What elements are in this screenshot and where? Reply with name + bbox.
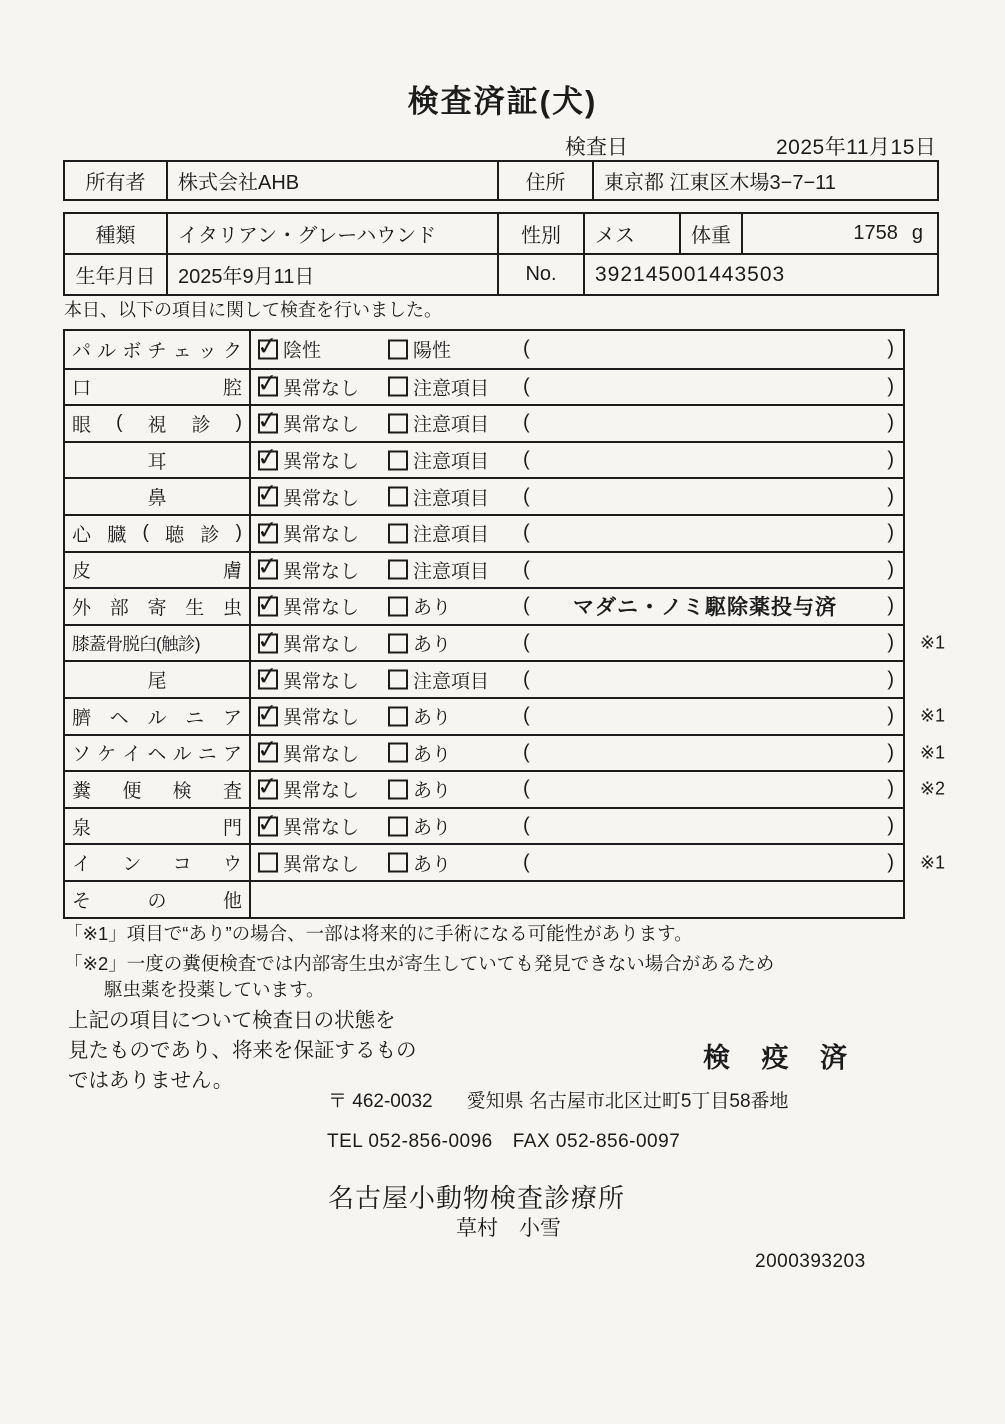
checkbox-empty-icon xyxy=(388,377,408,397)
examiner-name: 草村 小雪 xyxy=(456,1217,561,1240)
animal-row-2 xyxy=(65,253,937,294)
option-label: 異常なし xyxy=(283,634,360,656)
label-char: 虫 xyxy=(222,597,242,619)
label-char: ニ xyxy=(185,707,205,729)
label-char: 膚 xyxy=(222,561,242,583)
exam-date-value: 2025年11月15日 xyxy=(776,136,937,159)
page-title: 検査済証(犬) xyxy=(407,84,598,119)
clinic-fax: FAX 052-856-0097 xyxy=(512,1131,681,1152)
paren-close: ) xyxy=(887,521,894,544)
paren-open: ( xyxy=(523,814,530,837)
checklist-row-label xyxy=(65,699,251,734)
checklist-row-content xyxy=(251,331,903,368)
option-label: 注意項目 xyxy=(413,524,490,546)
checklist-row-content xyxy=(251,845,945,880)
label-char: ケ xyxy=(97,744,117,766)
checklist-row-content xyxy=(251,626,945,661)
option-label: 異常なし xyxy=(283,817,360,839)
option-label: あり xyxy=(413,597,452,619)
checklist-row-content xyxy=(251,809,903,844)
clinic-postal: 〒 462-0032 xyxy=(328,1091,433,1112)
checklist-row-content xyxy=(251,736,945,771)
label-char: ア xyxy=(222,707,242,729)
owner-row xyxy=(65,162,937,199)
note-1: 「※1」項目で“あり”の場合、一部は将来的に手術になる可能性があります。 xyxy=(64,923,693,944)
paren-close: ) xyxy=(887,485,894,508)
serial-number: 2000393203 xyxy=(755,1251,866,1272)
label-char: 口 xyxy=(72,378,92,400)
checklist-row-label xyxy=(65,809,251,844)
checkbox-empty-icon xyxy=(388,779,408,799)
checklist-row xyxy=(65,477,903,514)
checkbox-checked-icon xyxy=(258,743,278,763)
option-label: あり xyxy=(413,744,452,766)
no-label: No. xyxy=(497,255,583,294)
paren-open: ( xyxy=(523,668,530,691)
label-char: 糞 xyxy=(72,780,92,802)
option-label: 陰性 xyxy=(283,340,322,362)
clinic-address-line xyxy=(328,1086,789,1113)
clinic-name: 名古屋小動物検査診療所 xyxy=(328,1183,626,1213)
option-opt2 xyxy=(388,703,451,730)
paren-open: ( xyxy=(523,704,530,727)
option-label: 異常なし xyxy=(283,671,360,693)
paren-close: ) xyxy=(887,741,894,764)
checkbox-checked-icon xyxy=(258,633,278,653)
checklist-row-content xyxy=(251,479,903,514)
option-label: 異常なし xyxy=(283,414,360,436)
checkbox-checked-icon xyxy=(258,523,278,543)
label-char: ル xyxy=(172,744,192,766)
option-opt2 xyxy=(388,336,451,363)
label-char: 外 xyxy=(72,597,92,619)
checklist-row-content xyxy=(251,553,903,588)
owner-table xyxy=(63,160,939,201)
label-char: 眼 xyxy=(72,414,92,436)
option-label: 異常なし xyxy=(283,451,360,473)
option-opt2 xyxy=(388,556,489,583)
label-char: チ xyxy=(147,340,167,362)
weight-cell xyxy=(741,214,937,253)
checkbox-empty-icon xyxy=(388,816,408,836)
label-char: 皮 xyxy=(72,561,92,583)
option-opt2 xyxy=(388,630,451,657)
option-opt1 xyxy=(258,630,359,657)
owner-value: 株式会社AHB xyxy=(166,162,497,199)
option-opt1 xyxy=(258,776,359,803)
option-opt1 xyxy=(258,813,359,840)
animal-row-1 xyxy=(65,214,937,253)
label-char: ソ xyxy=(72,744,92,766)
weight-label: 体重 xyxy=(679,214,741,253)
label-char: ボ xyxy=(122,340,142,362)
label-char: 便 xyxy=(122,780,142,802)
sex-value: メス xyxy=(583,214,679,253)
checklist-table xyxy=(63,329,945,919)
checklist-row xyxy=(65,734,945,771)
checklist-row xyxy=(65,331,903,368)
disclaimer-line-1: 上記の項目について検査日の状態を xyxy=(68,1009,396,1032)
option-opt2 xyxy=(388,776,451,803)
checklist-row-content xyxy=(251,516,903,551)
option-opt1 xyxy=(258,373,359,400)
label-char: ッ xyxy=(197,340,217,362)
option-opt1 xyxy=(258,703,359,730)
label-char: 生 xyxy=(185,597,205,619)
footnote-mark: ※2 xyxy=(919,778,945,799)
footnote-mark: ※1 xyxy=(919,742,945,763)
checklist-row xyxy=(65,880,903,917)
option-label: 注意項目 xyxy=(413,671,490,693)
checklist-row xyxy=(65,551,903,588)
paren-close: ) xyxy=(887,851,894,874)
paren-open: ( xyxy=(523,411,530,434)
label-char: 腔 xyxy=(222,378,242,400)
no-value: 392145001443503 xyxy=(583,255,937,294)
option-opt2 xyxy=(388,410,489,437)
option-opt2 xyxy=(388,447,489,474)
paren-open: ( xyxy=(523,485,530,508)
label-char: ル xyxy=(97,340,117,362)
checkbox-empty-icon xyxy=(388,670,408,690)
checkbox-checked-icon xyxy=(258,487,278,507)
disclaimer-line-2: 見たものであり、将来を保証するもの xyxy=(68,1039,417,1062)
checkbox-empty-icon xyxy=(388,853,408,873)
note-3: 駆虫薬を投薬しています。 xyxy=(104,979,325,1000)
breed-label: 種類 xyxy=(95,225,136,247)
paren-open: ( xyxy=(523,851,530,874)
paren-annotation: マダニ・ノミ駆除薬投与済 xyxy=(573,596,837,620)
label-char: ウ xyxy=(222,854,242,876)
label-char: ) xyxy=(235,522,242,544)
birth-value: 2025年9月11日 xyxy=(166,255,497,294)
paren-open: ( xyxy=(523,337,530,360)
option-opt1 xyxy=(258,593,359,620)
owner-label: 所有者 xyxy=(85,172,146,194)
checklist-row-content xyxy=(251,406,903,441)
checkbox-checked-icon xyxy=(258,779,278,799)
option-label: 異常なし xyxy=(283,854,360,876)
label-char: 聴 xyxy=(165,524,185,546)
checklist-row-label: 尾 xyxy=(65,662,251,697)
checklist-row-content xyxy=(251,589,903,624)
label-char: ) xyxy=(235,412,242,434)
paren-close: ) xyxy=(887,558,894,581)
label-char: そ xyxy=(72,890,92,912)
clinic-address: 愛知県 名古屋市北区辻町5丁目58番地 xyxy=(466,1091,789,1112)
checklist-row-label xyxy=(65,406,251,441)
option-label: 異常なし xyxy=(283,744,360,766)
option-opt2 xyxy=(388,483,489,510)
checkbox-checked-icon xyxy=(258,596,278,616)
option-label: あり xyxy=(413,854,452,876)
checkbox-checked-icon xyxy=(258,560,278,580)
option-label: 異常なし xyxy=(283,488,360,510)
exam-date-label: 検査日 xyxy=(565,136,628,159)
label-char: ェ xyxy=(172,340,192,362)
paren-open: ( xyxy=(523,448,530,471)
paren-open: ( xyxy=(523,558,530,581)
option-opt2 xyxy=(388,520,489,547)
checkbox-empty-icon xyxy=(388,413,408,433)
paren-close: ) xyxy=(887,704,894,727)
checklist-row xyxy=(65,368,903,405)
checklist-row-content xyxy=(251,699,945,734)
footnote-mark: ※1 xyxy=(919,852,945,873)
checklist-row-label xyxy=(65,845,251,880)
option-label: あり xyxy=(413,634,452,656)
label-char: ク xyxy=(222,340,242,362)
disclaimer-line-3: ではありません。 xyxy=(68,1069,234,1092)
option-opt1 xyxy=(258,447,359,474)
paren-close: ) xyxy=(887,777,894,800)
label-char: 臍 xyxy=(72,707,92,729)
option-label: 注意項目 xyxy=(413,378,490,400)
label-char: 泉 xyxy=(72,817,92,839)
paren-close: ) xyxy=(887,337,894,360)
label-char: ル xyxy=(147,707,167,729)
paren-open: ( xyxy=(523,631,530,654)
option-label: あり xyxy=(413,817,452,839)
option-label: 異常なし xyxy=(283,597,360,619)
quarantine-stamp: 検 疫 済 xyxy=(703,1043,860,1073)
checklist-row-label xyxy=(65,772,251,807)
checklist-row xyxy=(65,624,945,661)
footnote-mark: ※1 xyxy=(919,632,945,653)
label-char: の xyxy=(147,890,167,912)
checkbox-empty-icon xyxy=(388,339,408,359)
label-char: ニ xyxy=(197,744,217,766)
disclaimer xyxy=(68,1006,417,1096)
option-label: 注意項目 xyxy=(413,451,490,473)
option-label: あり xyxy=(413,707,452,729)
checkbox-checked-icon xyxy=(258,450,278,470)
checklist-row xyxy=(65,404,903,441)
label-char: コ xyxy=(172,854,192,876)
label-char: 心 xyxy=(72,524,92,546)
weight-value: 1758 xyxy=(853,222,898,244)
option-opt1 xyxy=(258,336,321,363)
paren-close: ) xyxy=(887,375,894,398)
checklist-row xyxy=(65,843,945,880)
option-opt2 xyxy=(388,666,489,693)
option-label: あり xyxy=(413,780,452,802)
option-opt2 xyxy=(388,813,451,840)
option-label: 注意項目 xyxy=(413,414,490,436)
option-opt1 xyxy=(258,739,359,766)
option-opt2 xyxy=(388,593,451,620)
paren-close: ) xyxy=(887,448,894,471)
checklist-row-content xyxy=(251,772,945,807)
paren-close: ) xyxy=(887,411,894,434)
checkbox-checked-icon xyxy=(258,816,278,836)
checklist-row xyxy=(65,587,903,624)
checklist-row-label xyxy=(65,331,251,368)
label-char: 査 xyxy=(222,780,242,802)
checklist-row-label xyxy=(65,882,251,917)
checkbox-empty-icon xyxy=(258,853,278,873)
checklist-row-label xyxy=(65,736,251,771)
paren-open: ( xyxy=(523,521,530,544)
checkbox-empty-icon xyxy=(388,487,408,507)
checklist-row xyxy=(65,770,945,807)
option-label: 異常なし xyxy=(283,780,360,802)
footnote-mark: ※1 xyxy=(919,705,945,726)
label-char: 診 xyxy=(200,524,220,546)
label-char: ( xyxy=(142,522,149,544)
paren-close: ) xyxy=(887,668,894,691)
checkbox-empty-icon xyxy=(388,596,408,616)
intro-text: 本日、以下の項目に関して検査を行いました。 xyxy=(64,300,442,320)
animal-table xyxy=(63,212,939,296)
label-char: 門 xyxy=(222,817,242,839)
checkbox-empty-icon xyxy=(388,743,408,763)
checkbox-checked-icon xyxy=(258,706,278,726)
label-char: ン xyxy=(122,854,142,876)
owner-address-label: 住所 xyxy=(497,162,592,199)
option-opt1 xyxy=(258,849,359,876)
option-opt1 xyxy=(258,483,359,510)
option-opt2 xyxy=(388,849,451,876)
label-char: 視 xyxy=(147,414,167,436)
checklist-row xyxy=(65,514,903,551)
option-opt2 xyxy=(388,739,451,766)
label-char: ( xyxy=(116,412,123,434)
option-label: 異常なし xyxy=(283,707,360,729)
option-opt1 xyxy=(258,410,359,437)
checkbox-empty-icon xyxy=(388,633,408,653)
checklist-row-label: 鼻 xyxy=(65,479,251,514)
checkbox-checked-icon xyxy=(258,339,278,359)
label-char: 他 xyxy=(222,890,242,912)
checklist-row-content xyxy=(251,443,903,478)
paren-close: ) xyxy=(887,594,894,617)
label-char: ヘ xyxy=(147,744,167,766)
checkbox-empty-icon xyxy=(388,706,408,726)
checklist-row xyxy=(65,441,903,478)
option-label: 注意項目 xyxy=(413,488,490,510)
checklist-row-label: 耳 xyxy=(65,443,251,478)
checklist-row xyxy=(65,697,945,734)
option-opt1 xyxy=(258,520,359,547)
option-label: 異常なし xyxy=(283,524,360,546)
label-char: パ xyxy=(72,340,92,362)
breed-value: イタリアン・グレーハウンド xyxy=(166,214,497,253)
clinic-tel: TEL 052-856-0096 xyxy=(327,1131,493,1152)
sex-label: 性別 xyxy=(497,214,583,253)
checkbox-checked-icon xyxy=(258,670,278,690)
checklist-row-label xyxy=(65,589,251,624)
paren-open: ( xyxy=(523,375,530,398)
label-char: 検 xyxy=(172,780,192,802)
checklist-row xyxy=(65,660,903,697)
checklist-row xyxy=(65,807,903,844)
weight-unit: g xyxy=(911,222,923,244)
checkbox-empty-icon xyxy=(388,560,408,580)
option-label: 異常なし xyxy=(283,378,360,400)
checklist-row-content xyxy=(251,662,903,697)
paren-open: ( xyxy=(523,594,530,617)
option-label: 陽性 xyxy=(413,340,452,362)
checkbox-empty-icon xyxy=(388,450,408,470)
label-char: 診 xyxy=(191,414,211,436)
label-char: イ xyxy=(72,854,92,876)
label-char: 部 xyxy=(109,597,129,619)
label-char: ア xyxy=(222,744,242,766)
option-opt1 xyxy=(258,556,359,583)
label-char: イ xyxy=(122,744,142,766)
birth-label: 生年月日 xyxy=(75,266,156,288)
checkbox-checked-icon xyxy=(258,377,278,397)
clinic-tel-line xyxy=(327,1131,680,1153)
checklist-row-label xyxy=(65,553,251,588)
note-2: 「※2」一度の糞便検査では内部寄生虫が寄生していても発見できない場合があるため xyxy=(64,953,775,974)
option-opt2 xyxy=(388,373,489,400)
checkbox-checked-icon xyxy=(258,413,278,433)
option-label: 異常なし xyxy=(283,561,360,583)
paren-open: ( xyxy=(523,741,530,764)
option-label: 注意項目 xyxy=(413,561,490,583)
checklist-row-label xyxy=(65,370,251,405)
checklist-row-content xyxy=(251,882,903,917)
checklist-row-label xyxy=(65,516,251,551)
paren-open: ( xyxy=(523,777,530,800)
label-char: 寄 xyxy=(147,597,167,619)
checklist-row-content xyxy=(251,370,903,405)
paren-close: ) xyxy=(887,631,894,654)
paren-close: ) xyxy=(887,814,894,837)
owner-address-value: 東京都 江東区木場3−7−11 xyxy=(592,162,937,199)
checklist-row-label: 膝蓋骨脱臼(触診) xyxy=(65,626,251,661)
label-char: 臓 xyxy=(107,524,127,546)
label-char: ヘ xyxy=(109,707,129,729)
option-opt1 xyxy=(258,666,359,693)
checkbox-empty-icon xyxy=(388,523,408,543)
